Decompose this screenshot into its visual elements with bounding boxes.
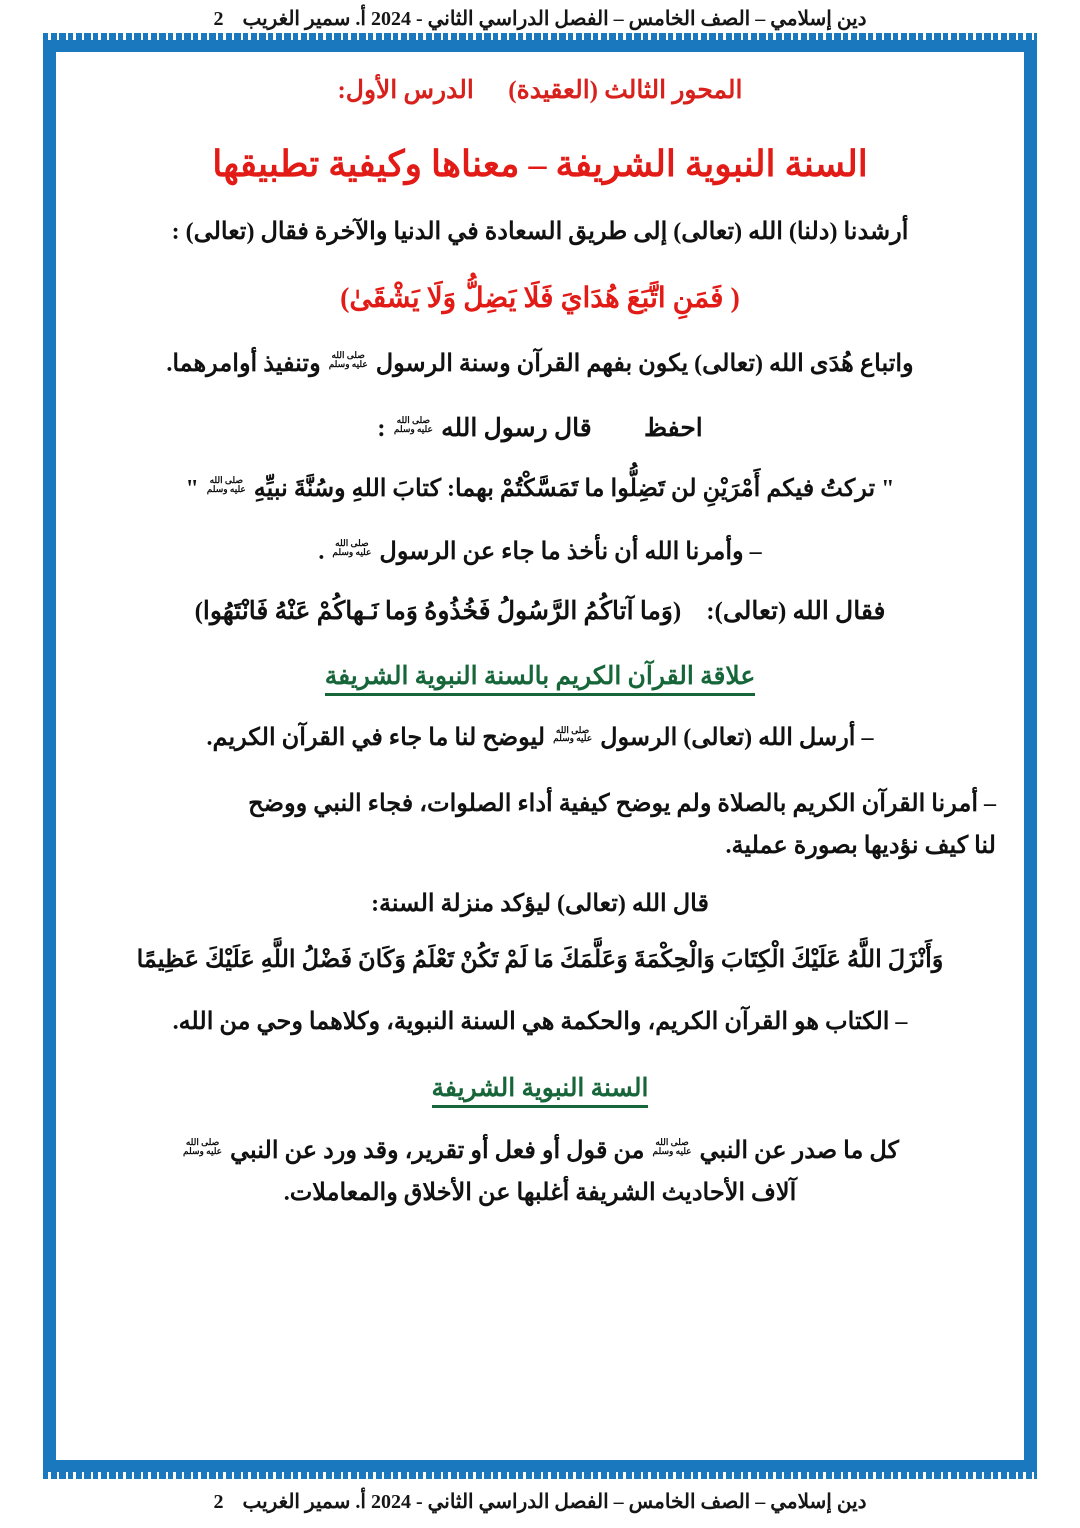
sunnah-definition xyxy=(84,1130,996,1214)
salawat-line-2: عليه وسلم xyxy=(206,483,246,494)
salawat-line-2: عليه وسلم xyxy=(328,358,368,369)
relation-bullet-1 xyxy=(84,717,996,759)
hadith-text: " تركتُ فيكم أَمْرَيْنِ لن تَضِلُّوا ما تَمَسَّكْتُمْ بهما: كتابَ اللهِ وسُنَّةَ نبيِّهِ xyxy=(253,475,895,502)
footer-course-text: دين إسلامي – الصف الخامس – الفصل الدراسي الثاني - 2024 xyxy=(370,1491,867,1513)
page-title: السنة النبوية الشريفة – معناها وكيفية تطبيقها xyxy=(212,144,868,184)
quran-ayah-long: وَأَنْزَلَ اللَّهُ عَلَيْكَ الْكِتَابَ وَالْحِكْمَةَ وَعَلَّمَكَ مَا لَمْ تَكُنْ تَعْلَمُ وَكَانَ فَضْلُ اللَّهِ عَلَيْكَ عَظِيمًا xyxy=(136,946,944,973)
memorize-instruction-row xyxy=(84,413,996,443)
footer-teacher-name: أ. سمير الغريب xyxy=(242,1491,366,1513)
command-text-a: – وأمرنا الله أن نأخذ ما جاء عن الرسول xyxy=(379,538,762,565)
header-teacher-name: أ. سمير الغريب xyxy=(242,8,366,30)
document-body xyxy=(56,52,1024,1460)
hadith-attribution-text: قال رسول الله xyxy=(441,414,592,442)
command-paragraph xyxy=(84,533,996,571)
section-heading-sunnah xyxy=(84,1073,996,1106)
salawat-line-2: عليه وسلم xyxy=(652,1145,692,1156)
memorize-label: احفظ xyxy=(643,414,703,442)
salawat-line-2: عليه وسلم xyxy=(393,423,433,434)
salawat-line-1: صلى الله xyxy=(185,1137,220,1148)
header-course-text: دين إسلامي – الصف الخامس – الفصل الدراسي الثاني - 2024 xyxy=(370,8,867,30)
relation-bullet-1-text-a: – أرسل الله (تعالى) الرسول xyxy=(600,725,874,752)
salawat-line-1: صلى الله xyxy=(335,538,369,549)
following-guidance-text-b: وتنفيذ أوامرهما. xyxy=(166,350,321,377)
quran-verse-black-row xyxy=(84,593,996,631)
salawat-line-1: صلى الله xyxy=(555,724,590,735)
salawat-line-1: صلى الله xyxy=(331,349,365,360)
page-header xyxy=(0,6,1080,31)
salawat-line-2: عليه وسلم xyxy=(183,1145,223,1156)
following-guidance-text-a: واتباع هُدَى الله (تعالى) يكون بفهم القرآن وسنة الرسول xyxy=(375,350,914,377)
quran-verse-lead: فقال الله (تعالى): xyxy=(706,598,886,626)
hadith-attribution-colon: : xyxy=(377,414,386,442)
salawat-line-1: صلى الله xyxy=(396,415,431,426)
salawat-icon xyxy=(553,726,592,743)
intro-paragraph: أرشدنا (دلنا) الله (تعالى) إلى طريق السعادة في الدنيا والآخرة فقال (تعالى) : xyxy=(171,219,909,245)
sunnah-definition-text-a: كل ما صدر عن النبي xyxy=(699,1137,899,1164)
relation-bullet-2-line-1: – أمرنا القرآن الكريم بالصلاة ولم يوضح كيفية أداء الصلوات، فجاء النبي ووضح xyxy=(248,791,996,818)
lesson-header-line xyxy=(84,76,996,106)
sunnah-definition-text-b: من قول أو فعل أو تقرير، وقد ورد عن النبي xyxy=(230,1137,645,1164)
quran-verse-red: ( فَمَنِ اتَّبَعَ هُدَايَ فَلَا يَضِلُّ وَلَا يَشْقَىٰ) xyxy=(340,283,740,315)
salawat-icon xyxy=(653,1138,692,1155)
page-footer xyxy=(0,1489,1080,1514)
quran-verse-text: (وَما آتاكُمُ الرَّسُولُ فَخُذُوهُ وَما نَـهاكُمْ عَنْهُ فَانْتَهُوا) xyxy=(194,598,682,626)
salawat-icon xyxy=(394,416,433,433)
salawat-icon xyxy=(329,351,368,368)
salawat-icon xyxy=(332,539,371,556)
salawat-line-2: عليه وسلم xyxy=(332,546,372,557)
salawat-line-1: صلى الله xyxy=(209,475,243,486)
salawat-line-1: صلى الله xyxy=(655,1137,689,1148)
sunnah-definition-text-c: آلاف الأحاديث الشريفة أغلبها عن الأخلاق والمعاملات. xyxy=(283,1179,797,1206)
footer-page-number: 2 xyxy=(213,1491,224,1513)
hadith-closing-quote: " xyxy=(185,475,199,502)
salawat-line-2: عليه وسلم xyxy=(553,733,593,744)
section-heading-relation xyxy=(84,661,996,694)
section-heading-relation-label: علاقة القرآن الكريم بالسنة النبوية الشريفة xyxy=(325,663,756,696)
following-guidance-paragraph xyxy=(84,345,996,383)
relation-bullet-2-line-2: لنا كيف نؤديها بصورة عملية. xyxy=(725,833,996,860)
section-heading-sunnah-label: السنة النبوية الشريفة xyxy=(432,1075,649,1108)
header-page-number: 2 xyxy=(213,8,224,30)
relation-bullet-2 xyxy=(84,783,996,867)
lesson-number-label: الدرس الأول: xyxy=(337,77,474,104)
hadith-quote xyxy=(84,471,996,507)
salawat-icon xyxy=(207,476,246,493)
confirm-status-lead: قال الله (تعالى) ليؤكد منزلة السنة: xyxy=(371,891,709,918)
ayah-explanation: – الكتاب هو القرآن الكريم، والحكمة هي السنة النبوية، وكلاهما وحي من الله. xyxy=(172,1009,908,1036)
salawat-icon xyxy=(183,1138,222,1155)
relation-bullet-1-text-b: ليوضح لنا ما جاء في القرآن الكريم. xyxy=(206,725,546,752)
command-text-b: . xyxy=(318,538,325,565)
lesson-unit-label: المحور الثالث (العقيدة) xyxy=(508,77,743,104)
